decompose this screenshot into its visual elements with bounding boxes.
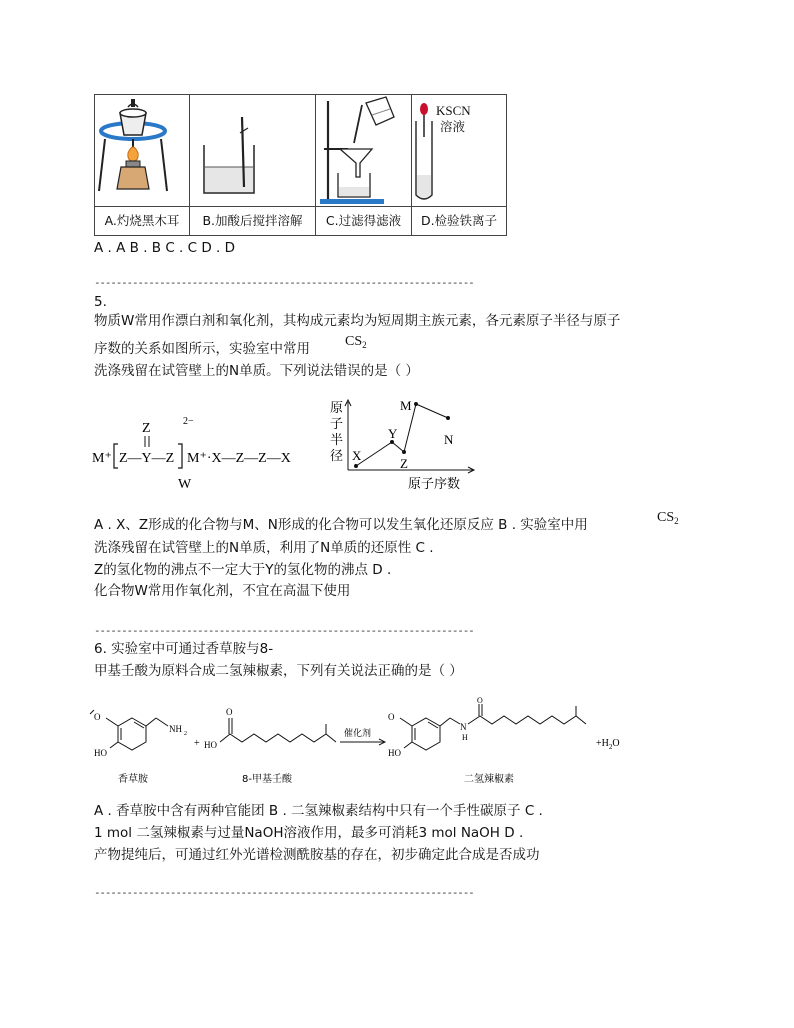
q6-stem-line1: 6. 实验室中可通过香草胺与8- <box>94 641 274 657</box>
caption-c: C.过滤得滤液 <box>325 213 402 228</box>
m-x-z-z-x-chain: M⁺·X—Z—Z—X <box>187 451 291 466</box>
experiment-b <box>190 95 316 235</box>
svg-text:HO: HO <box>204 740 217 750</box>
ylabel-char-3: 半 <box>330 433 344 448</box>
q6-option-line2: 1 mol 二氢辣椒素与过量NaOH溶液作用，最多可消耗3 mol NaOH D . <box>94 825 524 841</box>
svg-text:2: 2 <box>184 731 187 737</box>
experiment-table <box>94 94 507 236</box>
experiment-a <box>95 95 190 235</box>
vanillylamine-label: 香草胺 <box>118 774 148 785</box>
kscn-label: KSCN <box>436 103 471 118</box>
vanillylamine-structure <box>90 710 187 758</box>
ylabel-char-4: 径 <box>330 449 344 464</box>
experiment-d <box>412 95 506 235</box>
svg-text:N: N <box>460 722 467 732</box>
svg-text:O: O <box>94 712 101 722</box>
q5-option-line1: A . X、Z形成的化合物与M、N形成的化合物可以发生氧化还原反应 B . 实验室中用 <box>94 517 588 533</box>
kscn-test-image <box>412 95 506 207</box>
point-x-label: X <box>352 448 362 463</box>
svg-text:O: O <box>226 707 233 717</box>
q5-stem-line1: 物质W常用作漂白剂和氧化剂，其构成元素均为短周期主族元素，各元素原子半径与原子 <box>94 313 621 329</box>
kscn-solution-label: 溶液 <box>440 119 466 134</box>
q4-options: A . A B . B C . C D . D <box>94 240 236 256</box>
w-structure-diagram <box>92 412 312 492</box>
svg-text:O: O <box>477 696 483 705</box>
reaction-scheme <box>92 696 692 786</box>
caption-d: D.检验铁离子 <box>420 213 498 228</box>
filtration-apparatus-image <box>316 95 411 207</box>
caption-a: A.灼烧黑木耳 <box>104 213 180 228</box>
svg-text:O: O <box>388 712 395 722</box>
dihydrocapsaicin-structure <box>388 696 586 758</box>
point-n-label: N <box>444 432 454 447</box>
experiment-c <box>316 95 412 235</box>
q6-option-line3: 产物提纯后，可通过红外光谱检测酰胺基的存在，初步确定此合成是否成功 <box>94 847 540 863</box>
point-z-label: Z <box>400 456 408 471</box>
funnel-stand-icon <box>316 95 411 205</box>
ylabel-char-1: 原 <box>330 401 344 416</box>
catalyst-label: 催化剂 <box>344 729 372 739</box>
w-charge: 2− <box>183 416 194 427</box>
svg-text:HO: HO <box>388 748 401 758</box>
cs2-formula-1: $CS_2$ <box>345 334 367 350</box>
q5-stem-line3: 洗涤残留在试管壁上的N单质。下列说法错误的是（ ） <box>94 363 419 379</box>
q5-number: 5. <box>94 294 107 310</box>
m-cation-left: M⁺ <box>92 451 112 466</box>
ylabel-char-2: 子 <box>330 417 344 432</box>
q5-stem-line2: 序数的关系如图所示，实验室中常用 <box>94 341 310 357</box>
q6-stem-line2: 甲基壬酸为原料合成二氢辣椒素，下列有关说法正确的是（ ） <box>94 663 463 679</box>
beaker-glass-rod-icon <box>190 95 315 205</box>
z-y-z-chain: Z—Y—Z <box>119 451 175 466</box>
separator-1: ---------------------------------------------------------------------- <box>94 276 474 289</box>
cs2-formula-2: $CS_2$ <box>657 510 679 526</box>
xlabel: 原子序数 <box>408 477 461 492</box>
point-m-label: M <box>400 398 412 413</box>
product-label: 二氢辣椒素 <box>464 774 514 785</box>
q5-option-line4: 化合物W常用作氧化剂，不宜在高温下使用 <box>94 583 351 599</box>
svg-text:HO: HO <box>94 748 107 758</box>
crucible-tripod-icon <box>95 95 189 205</box>
acid-structure <box>204 707 336 750</box>
test-tube-dropper-icon <box>412 95 505 205</box>
q5-option-line2: 洗涤残留在试管壁上的N单质，利用了N单质的还原性 C . <box>94 540 434 556</box>
radius-graph <box>326 398 476 493</box>
acid-label: 8-甲基壬酸 <box>242 774 292 785</box>
separator-2: ---------------------------------------------------------------------- <box>94 624 474 637</box>
q6-option-line1: A . 香草胺中含有两种官能团 B . 二氢辣椒素结构中只有一个手性碳原子 C . <box>94 803 543 819</box>
plus-sign: + <box>194 738 200 749</box>
beaker-stirring-image <box>190 95 315 207</box>
svg-text:NH: NH <box>169 724 182 734</box>
w-label: W <box>178 477 192 492</box>
z-top-atom: Z <box>142 421 151 436</box>
burning-apparatus-image <box>95 95 189 207</box>
point-y-label: Y <box>388 426 398 441</box>
water-product: $+H_2O$ <box>596 738 620 751</box>
separator-3: ---------------------------------------------------------------------- <box>94 886 474 899</box>
svg-text:H: H <box>462 733 468 742</box>
caption-b: B.加酸后搅拌溶解 <box>202 213 303 228</box>
q5-option-line3: Z的氢化物的沸点不一定大于Y的氢化物的沸点 D . <box>94 562 392 578</box>
